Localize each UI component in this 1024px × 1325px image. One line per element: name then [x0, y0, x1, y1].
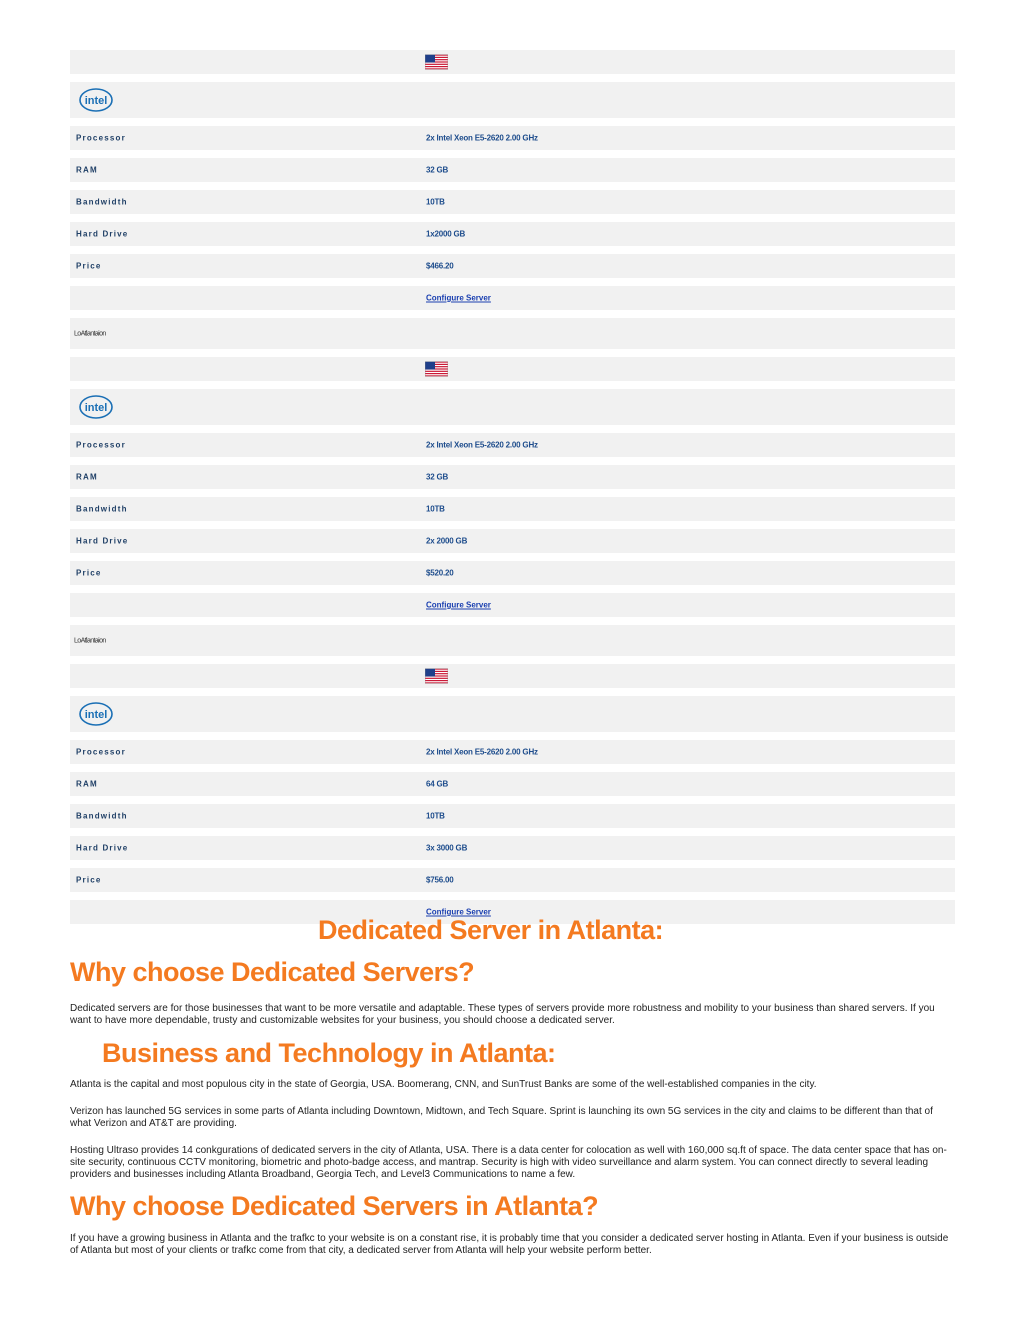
configure-server-link[interactable]: Configure Server: [426, 293, 491, 303]
spec-label: Bandwidth: [76, 197, 128, 207]
spec-value: 10TB: [426, 504, 445, 514]
paragraph-growing-business: If you have a growing business in Atlanta and the trafkc to your website is on a constant rise, it is probably time that you consider a dedicated server hosting in Atlanta. Even if your business is outside of Atlanta but most of your clients or trafkc come from that city, a dedicated server from Atlanta will help your website perform better.: [70, 1233, 949, 1256]
spec-row: [70, 158, 955, 182]
us-flag-icon: [425, 669, 448, 684]
paragraph-hosting-ultraso: Hosting Ultraso provides 14 conkgurations of dedicated servers in the city of Atlanta, USA. There is a data center for colocation as well with 160,000 sq.ft of space. The data center space that has on-site security, continuous CCTV monitoring, biometric and photo-badge access, and mantrap. Security is high with video surveillance and alarm system. You can connect directly to several leading providers and businesses including Atlanta Broadband, Georgia Tech, and Level3 Communications to name a few.: [70, 1145, 947, 1180]
server-block: [70, 357, 955, 656]
server-block: [70, 664, 955, 924]
svg-text:intel: intel: [84, 709, 108, 721]
spec-value: 2x Intel Xeon E5-2620 2.00 GHz: [426, 440, 538, 450]
heading-why-choose: Why choose Dedicated Servers?: [70, 957, 475, 987]
configure-server-link[interactable]: Configure Server: [426, 600, 491, 610]
spec-label: Hard Drive: [76, 536, 129, 546]
spec-value: 1x2000 GB: [426, 229, 466, 239]
logo-row: [70, 696, 955, 732]
spec-value: 2x Intel Xeon E5-2620 2.00 GHz: [426, 747, 538, 757]
configure-row: [70, 593, 955, 617]
spec-row: [70, 740, 955, 764]
spec-row: [70, 529, 955, 553]
spec-label: Processor: [76, 747, 126, 757]
spec-label: Bandwidth: [76, 504, 128, 514]
spec-label: Processor: [76, 440, 126, 450]
spec-value: 3x 3000 GB: [426, 843, 468, 853]
configure-row: [70, 286, 955, 310]
svg-text:intel: intel: [84, 402, 108, 414]
spec-value: 64 GB: [426, 779, 449, 789]
spec-row: [70, 190, 955, 214]
location-row: [70, 625, 955, 656]
spec-row: [70, 772, 955, 796]
spec-row: [70, 497, 955, 521]
spec-row: [70, 433, 955, 457]
location-row: [70, 318, 955, 349]
location-text: LoAtlantaion: [74, 637, 106, 644]
spec-value: $756.00: [426, 875, 454, 885]
paragraph-intro: Dedicated servers are for those businesses that want to be more versatile and adaptable. These types of servers provide more robustness and mobility to your business than shared servers. If you want to have more dependable, trusty and customizable websites for your business, you should choose a dedicated server.: [70, 1003, 935, 1026]
location-text: LoAtlantaion: [74, 330, 106, 337]
flag-row: [70, 357, 955, 381]
intel-logo-icon: [78, 701, 114, 727]
intel-logo-icon: [78, 87, 114, 113]
spec-value: $520.20: [426, 568, 454, 578]
spec-value: $466.20: [426, 261, 454, 271]
spec-value: 32 GB: [426, 472, 449, 482]
spec-label: Hard Drive: [76, 843, 129, 853]
spec-value: 2x 2000 GB: [426, 536, 468, 546]
spec-label: Price: [76, 875, 102, 885]
spec-value: 10TB: [426, 197, 445, 207]
spec-label: Price: [76, 568, 102, 578]
spec-value: 2x Intel Xeon E5-2620 2.00 GHz: [426, 133, 538, 143]
server-block: [70, 50, 955, 349]
configure-server-link[interactable]: Configure Server: [426, 907, 491, 917]
spec-row: [70, 804, 955, 828]
spec-row: [70, 868, 955, 892]
spec-label: RAM: [76, 779, 98, 789]
heading-business-technology: Business and Technology in Atlanta:: [102, 1038, 556, 1068]
spec-label: RAM: [76, 472, 98, 482]
spec-row: [70, 222, 955, 246]
server-list: [70, 50, 955, 932]
spec-label: RAM: [76, 165, 98, 175]
paragraph-atlanta-capital: Atlanta is the capital and most populous city in the state of Georgia, USA. Boomerang, CNN, and SunTrust Banks are some of the well-established companies in the city.: [70, 1079, 817, 1090]
svg-text:intel: intel: [84, 95, 108, 107]
paragraph-verizon-5g: Verizon has launched 5G services in some parts of Atlanta including Downtown, Midtown, and Tech Square. Sprint is launching its own 5G services in the city and claims to be different than that of what Verizon and AT&T are providing.: [70, 1106, 933, 1129]
spec-value: 10TB: [426, 811, 445, 821]
heading-why-choose-atlanta: Why choose Dedicated Servers in Atlanta?: [70, 1191, 599, 1221]
spec-row: [70, 561, 955, 585]
spec-row: [70, 254, 955, 278]
flag-row: [70, 664, 955, 688]
spec-row: [70, 836, 955, 860]
spec-label: Price: [76, 261, 102, 271]
heading-dedicated-server-atlanta: Dedicated Server in Atlanta:: [318, 915, 664, 945]
intel-logo-icon: [78, 394, 114, 420]
us-flag-icon: [425, 55, 448, 70]
spec-label: Processor: [76, 133, 126, 143]
logo-row: [70, 389, 955, 425]
spec-row: [70, 126, 955, 150]
spec-row: [70, 465, 955, 489]
logo-row: [70, 82, 955, 118]
flag-row: [70, 50, 955, 74]
spec-value: 32 GB: [426, 165, 449, 175]
us-flag-icon: [425, 362, 448, 377]
spec-label: Hard Drive: [76, 229, 129, 239]
spec-label: Bandwidth: [76, 811, 128, 821]
